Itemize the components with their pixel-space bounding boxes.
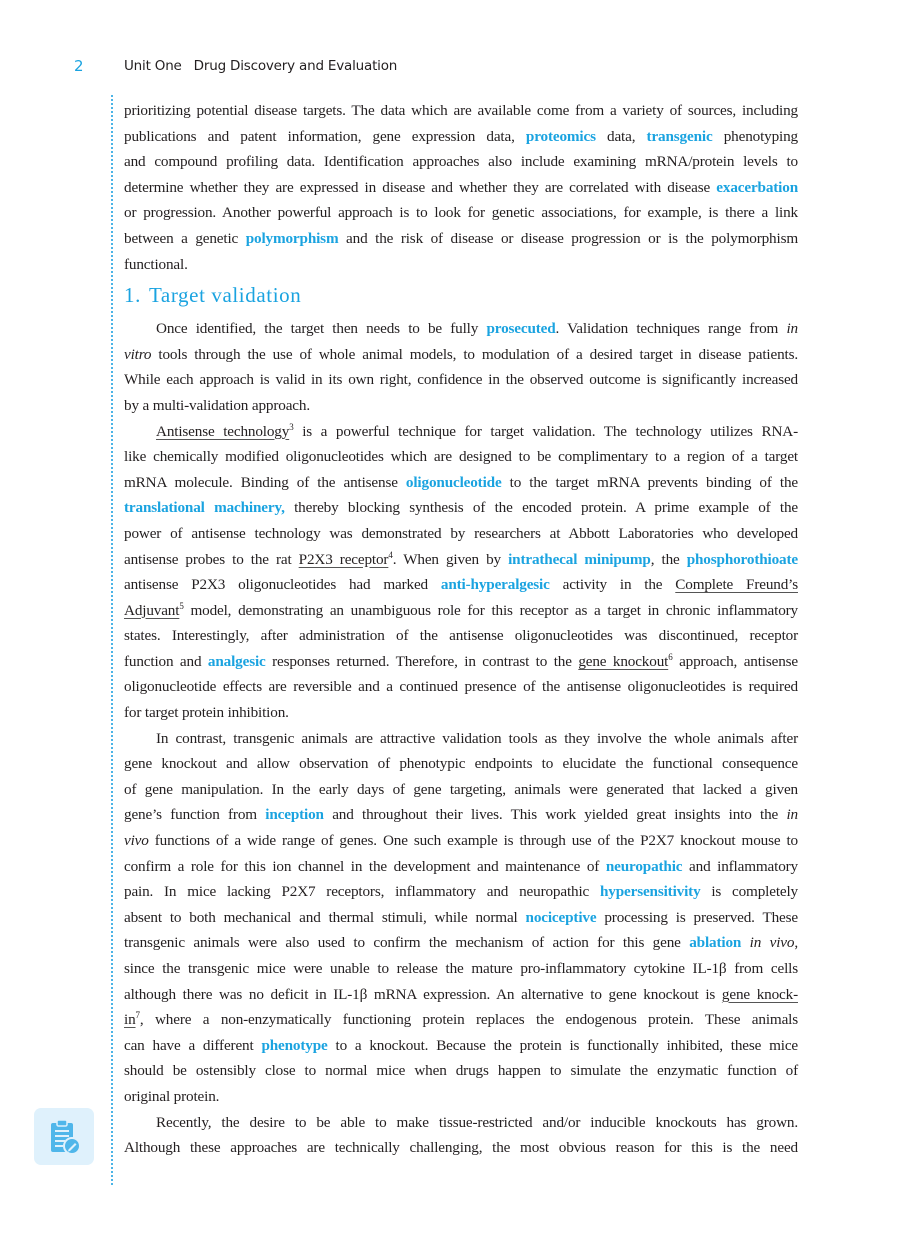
text: for target protein inhibition. — [124, 704, 289, 722]
clipboard-edit-icon — [49, 1118, 81, 1156]
text: antisense probes to the rat — [124, 550, 299, 568]
text: , the — [650, 550, 687, 568]
text-line — [124, 726, 798, 752]
text-line — [124, 367, 798, 393]
text-line — [124, 175, 798, 201]
text: gene’s function from — [124, 806, 266, 824]
glossary-term: analgesic — [207, 652, 266, 670]
text: should be ostensibly close to normal mice when drugs happen to simulate the enzymatic function of — [124, 1062, 798, 1080]
text: processing is preserved. These — [596, 908, 798, 926]
glossary-term: proteomics — [525, 127, 596, 145]
notes-button[interactable] — [34, 1108, 94, 1165]
text: , — [794, 934, 798, 952]
paragraph — [124, 1110, 798, 1161]
text-line — [124, 200, 798, 226]
italic-text: in — [786, 806, 798, 824]
glossary-term: anti-hyperalgesic — [440, 576, 550, 594]
text-line — [124, 1084, 798, 1110]
glossary-term: ablation — [689, 934, 742, 952]
text-line — [124, 1007, 798, 1033]
glossary-term: oligonucleotide — [405, 473, 502, 491]
text-line — [124, 1058, 798, 1084]
text-line — [124, 495, 798, 521]
text-line — [124, 879, 798, 905]
text-line — [124, 444, 798, 470]
text: is a powerful technique for target validation. The technology utilizes RNA- — [293, 422, 798, 440]
text: can have a different — [124, 1036, 262, 1054]
text-line — [124, 802, 798, 828]
text-line — [124, 700, 798, 726]
text-line — [124, 342, 798, 368]
text: Recently, the desire to be able to make tissue-restricted and/or inducible knockouts has grown. — [156, 1113, 798, 1131]
italic-text: in vivo — [749, 934, 795, 952]
text: tools through the use of whole animal models, to modulation of a desired target in disease patients. — [151, 345, 798, 363]
text-line — [124, 905, 798, 931]
text-line — [124, 1033, 798, 1059]
body-text — [124, 98, 798, 1161]
text-line — [124, 1135, 798, 1161]
footnote-ref: 3 — [289, 421, 294, 432]
text-line — [124, 252, 798, 278]
text: mRNA molecule. Binding of the antisense — [124, 473, 406, 491]
text: and throughout their lives. This work yielded great insights into the — [323, 806, 787, 824]
text: of gene manipulation. In the early days of gene targeting, animals were generated that lacked a given — [124, 780, 798, 798]
text-line — [124, 930, 798, 956]
text: Once identified, the target then needs to be fully — [156, 320, 487, 338]
text-line — [124, 649, 798, 675]
text: Although these approaches are technically challenging, the most obvious reason for this is the need — [124, 1139, 798, 1157]
text-line — [124, 956, 798, 982]
text: since the transgenic mice were unable to release the mature pro-inflammatory cytokine IL-1β from cells — [124, 960, 798, 977]
text: . When given by — [392, 550, 509, 568]
text-line — [124, 828, 798, 854]
text-line — [124, 226, 798, 252]
glossary-term: nociceptive — [525, 908, 597, 926]
running-title — [124, 58, 397, 74]
text: is completely — [700, 883, 798, 901]
text: transgenic animals were also used to confirm the mechanism of action for this gene — [124, 934, 690, 952]
glossary-term: prosecuted — [486, 320, 556, 338]
footnote-ref: 5 — [179, 600, 184, 611]
text-line — [124, 547, 798, 573]
annotated-term: Antisense technology — [156, 422, 290, 440]
text: and the risk of disease or disease progression or is the polymorphism — [338, 229, 798, 247]
glossary-term: neuropathic — [605, 857, 683, 875]
annotated-term: gene knock- — [721, 985, 798, 1003]
text-line — [124, 521, 798, 547]
glossary-term: phosphorothioate — [686, 550, 798, 568]
text-line — [124, 419, 798, 445]
annotated-term: Complete Freund’s — [675, 576, 798, 594]
text-line — [124, 777, 798, 803]
italic-text: vitro — [124, 345, 152, 363]
text: states. Interestingly, after administration of the antisense oligonucleotides was discontinued, receptor — [124, 627, 798, 645]
text: like chemically modified oligonucleotides which are designed to be complimentary to a region of a target — [124, 448, 798, 466]
text: or progression. Another powerful approach is to look for genetic associations, for example, is there a link — [124, 204, 798, 222]
section-number: 1. — [124, 283, 141, 308]
text-line — [124, 623, 798, 649]
unit-label: Unit One — [124, 58, 182, 74]
text: and inflammatory — [682, 857, 799, 875]
footnote-ref: 7 — [135, 1010, 140, 1021]
footnote-ref: 4 — [388, 549, 393, 560]
text: original protein. — [124, 1087, 220, 1105]
annotated-term: in — [124, 1011, 136, 1029]
italic-text: vivo — [124, 832, 149, 850]
section-title: Target validation — [148, 283, 302, 308]
text-line — [124, 149, 798, 175]
annotated-term: Adjuvant — [124, 601, 180, 619]
text: pain. In mice lacking P2X7 receptors, inflammatory and neuropathic — [124, 883, 600, 901]
text: confirm a role for this ion channel in the development and maintenance of — [124, 857, 606, 875]
text: publications and patent information, gene expression data, — [124, 127, 526, 145]
paragraph — [124, 316, 798, 418]
text: power of antisense technology was demonstrated by researchers at Abbott Laboratories who developed — [124, 524, 798, 542]
footnote-ref: 6 — [668, 651, 673, 662]
text: functional. — [124, 255, 188, 273]
text: model, demonstrating an unambiguous role for this receptor as a target in chronic inflammatory — [183, 601, 798, 619]
text-line — [124, 751, 798, 777]
text — [741, 934, 749, 951]
text-line — [124, 598, 798, 624]
paragraph — [124, 98, 798, 277]
text-line — [124, 674, 798, 700]
text: determine whether they are expressed in disease and whether they are correlated with disease — [124, 178, 717, 196]
glossary-term: translational machinery, — [124, 499, 285, 517]
margin-dotted-rule — [111, 95, 113, 1185]
text: phenotyping — [712, 127, 799, 145]
text: absent to both mechanical and thermal stimuli, while normal — [124, 908, 526, 926]
text-line — [124, 470, 798, 496]
text-line — [124, 982, 798, 1008]
text: to the target mRNA prevents binding of the — [501, 473, 798, 491]
text-line — [124, 98, 798, 124]
annotated-term: P2X3 receptor — [298, 550, 389, 568]
glossary-term: transgenic — [646, 127, 713, 145]
text: approach, antisense — [672, 652, 799, 670]
text: prioritizing potential disease targets. The data which are available come from a variety of sources, including — [124, 102, 798, 119]
paragraph — [124, 419, 798, 726]
text: between a genetic — [124, 229, 246, 247]
glossary-term: phenotype — [261, 1036, 328, 1054]
text: responses returned. Therefore, in contrast to the — [265, 652, 579, 670]
annotated-term: gene knockout — [578, 652, 669, 670]
glossary-term: inception — [265, 806, 324, 824]
text: In contrast, transgenic animals are attractive validation tools as they involve the whole animals after — [156, 729, 798, 747]
page-number: 2 — [74, 57, 84, 75]
running-header — [0, 57, 900, 79]
text: gene knockout and allow observation of phenotypic endpoints to elucidate the functional consequence — [124, 755, 798, 773]
text: activity in the — [549, 576, 676, 594]
text: , where a non-enzymatically functioning protein replaces the endogenous protein. These animals — [139, 1011, 798, 1029]
text-line — [124, 572, 798, 598]
text-line — [124, 124, 798, 150]
text: . Validation techniques range from — [555, 320, 787, 338]
glossary-term: hypersensitivity — [599, 883, 701, 901]
text-line — [124, 1110, 798, 1136]
book-title: Drug Discovery and Evaluation — [193, 58, 398, 74]
glossary-term: intrathecal minipump — [508, 550, 651, 568]
text: antisense P2X3 oligonucleotides had marked — [124, 576, 441, 594]
text: While each approach is valid in its own right, confidence in the observed outcome is significantly increased — [124, 371, 798, 389]
italic-text: in — [786, 320, 798, 338]
text: data, — [595, 127, 647, 145]
text: to a knockout. Because the protein is functionally inhibited, these mice — [327, 1036, 799, 1054]
paragraph — [124, 726, 798, 1110]
glossary-term: exacerbation — [716, 178, 798, 196]
text: oligonucleotide effects are reversible and a continued presence of the antisense oligonucleotides is required — [124, 678, 798, 696]
text: function and — [124, 652, 208, 670]
text: although there was no deficit in IL-1β mRNA expression. An alternative to gene knockout is — [124, 985, 722, 1003]
text: and compound profiling data. Identification approaches also include examining mRNA/protein levels to — [124, 153, 798, 171]
text: by a multi-validation approach. — [124, 396, 310, 414]
text-line — [124, 854, 798, 880]
glossary-term: polymorphism — [245, 229, 339, 247]
text-line — [124, 316, 798, 342]
text-line — [124, 393, 798, 419]
text: thereby blocking synthesis of the encoded protein. A prime example of the — [284, 499, 798, 517]
section-heading — [124, 277, 798, 316]
text: functions of a wide range of genes. One such example is through use of the P2X7 knockout mouse to — [148, 832, 798, 850]
